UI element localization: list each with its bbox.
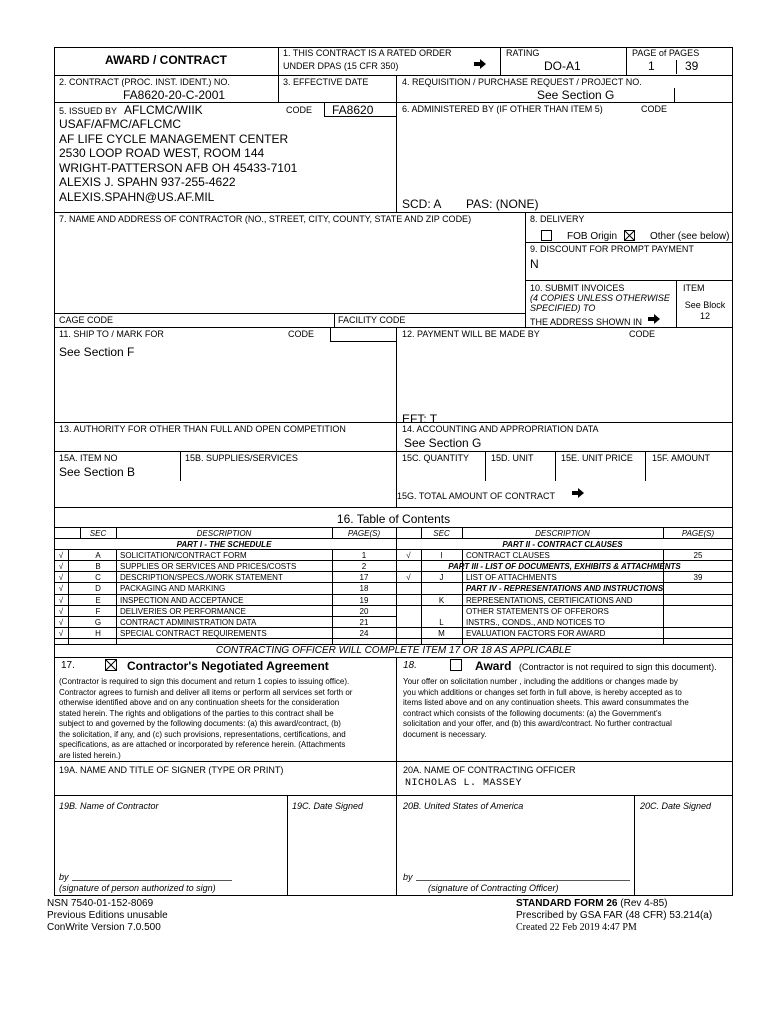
facility-code-label: FACILITY CODE xyxy=(338,315,406,325)
block18-line: solicitation and your offer, and (b) this award/contract. No further contractual xyxy=(403,719,672,728)
block17-line: (Contractor is required to sign this document and return 1 copies to issuing office). xyxy=(59,677,350,686)
contractor-signature-caption: (signature of person authorized to sign) xyxy=(59,883,216,893)
toc-desc: PACKAGING AND MARKING xyxy=(120,584,226,593)
other-delivery-label: Other (see below) xyxy=(650,231,730,242)
toc-sec: D xyxy=(95,584,101,593)
fob-origin-checkbox[interactable] xyxy=(541,230,552,241)
block17-text xyxy=(59,677,392,761)
other-delivery-checkbox[interactable] xyxy=(624,230,635,241)
toc-desc: DESCRIPTION/SPECS./WORK STATEMENT xyxy=(120,573,283,582)
supplies-label: 15B. SUPPLIES/SERVICES xyxy=(185,453,298,463)
toc-part-4: PART IV - REPRESENTATIONS AND INSTRUCTIONS xyxy=(465,584,664,593)
toc-desc: CONTRACT ADMINISTRATION DATA xyxy=(120,618,257,627)
block17-line: the solicitation, if any, and (c) such provisions, representations, certifications, and xyxy=(59,729,346,739)
contract-no-value: FA8620-20-C-2001 xyxy=(123,88,226,102)
contracting-officer-name: NICHOLAS L. MASSEY xyxy=(405,778,523,789)
accounting-label: 14. ACCOUNTING AND APPROPRIATION DATA xyxy=(402,424,599,434)
toc-sec-header: SEC xyxy=(433,529,450,538)
toc-page: 2 xyxy=(361,562,367,571)
submit-invoices-sub3: THE ADDRESS SHOWN IN xyxy=(530,317,643,327)
item-value: See Block xyxy=(684,300,726,310)
block18-line: you which additions or changes set forth in full above, is hereby accepted as to xyxy=(403,687,682,697)
toc-desc: REPRESENTATIONS, CERTIFICATIONS AND xyxy=(466,596,633,605)
toc-part-1: PART I - THE SCHEDULE xyxy=(176,540,272,549)
nsn: NSN 7540-01-152-8069 xyxy=(47,898,154,909)
block18-text xyxy=(403,677,729,740)
issued-by-code-label: CODE xyxy=(286,105,313,115)
ship-to-value: See Section F xyxy=(59,345,135,359)
toc-sec: J xyxy=(439,573,444,582)
co-date-signed-label: 20C. Date Signed xyxy=(640,801,712,811)
arrow-right-icon xyxy=(474,59,486,69)
payment-code-label: CODE xyxy=(629,329,656,339)
issued-by-value: AFLCMC/WIIK xyxy=(124,103,203,117)
contractor-address-label: 7. NAME AND ADDRESS OF CONTRACTOR (NO., STREET, CITY, COUNTY, STATE AND ZIP CODE) xyxy=(59,214,472,224)
co-signature-line[interactable] xyxy=(416,880,630,881)
rated-order-label-2: UNDER DPAS (15 CFR 350) xyxy=(283,61,399,71)
gsa-far: Prescribed by GSA FAR (48 CFR) 53.214(a) xyxy=(516,910,713,921)
block18-number: 18. xyxy=(403,660,417,671)
issuer-address-line: USAF/AFMC/AFLCMC xyxy=(59,117,182,131)
co-signature-caption: (signature of Contracting Officer) xyxy=(428,883,559,893)
requisition-value: See Section G xyxy=(537,88,615,102)
co-by-label: by xyxy=(403,872,413,882)
conwrite-version: ConWrite Version 7.0.500 xyxy=(47,922,161,933)
toc-check: √ xyxy=(58,584,64,593)
toc-check: √ xyxy=(58,551,64,560)
issuer-address-line: AF LIFE CYCLE MANAGEMENT CENTER xyxy=(59,131,289,146)
toc-title: 16. Table of Contents xyxy=(336,512,451,526)
issuer-address-line: ALEXIS.SPAHN@US.AF.MIL xyxy=(59,189,215,204)
page-label: PAGE of PAGES xyxy=(632,48,700,58)
submit-invoices-label: 10. SUBMIT INVOICES xyxy=(530,283,625,293)
eft-value: EFT: T xyxy=(402,412,438,426)
arrow-right-icon xyxy=(572,488,584,498)
toc-sec: I xyxy=(440,551,443,560)
toc-sec: G xyxy=(94,618,102,627)
toc-desc: CONTRACT CLAUSES xyxy=(466,551,550,560)
date-signed-label: 19C. Date Signed xyxy=(292,801,364,811)
issuer-address xyxy=(59,117,297,205)
administered-by-label: 6. ADMINISTERED BY (IF OTHER THAN ITEM 5) xyxy=(402,104,603,114)
toc-desc-header: DESCRIPTION xyxy=(535,529,590,538)
toc-page: 1 xyxy=(361,551,367,560)
toc-sec: E xyxy=(95,596,101,605)
toc-desc: EVALUATION FACTORS FOR AWARD xyxy=(466,629,606,638)
toc-check: √ xyxy=(406,573,411,582)
standard-form-name: STANDARD FORM 26 xyxy=(516,898,618,909)
issued-by-label: 5. ISSUED BY xyxy=(59,106,118,116)
block17-line: subject to and governed by the following documents: (a) this award/contract, (b) xyxy=(59,719,341,728)
block17-line: otherwise identified above and on any continuation sheets for the consideration xyxy=(59,698,340,707)
toc-check: √ xyxy=(58,607,64,616)
rated-order-label: 1. THIS CONTRACT IS A RATED ORDER xyxy=(283,48,452,58)
standard-form-rev: (Rev 4-85) xyxy=(617,898,668,909)
ship-to-label: 11. SHIP TO / MARK FOR xyxy=(59,329,164,339)
effective-date-label: 3. EFFECTIVE DATE xyxy=(283,77,369,87)
negotiated-agreement-checkbox[interactable] xyxy=(105,659,117,671)
form-title: AWARD / CONTRACT xyxy=(105,53,227,67)
toc-page: 24 xyxy=(359,629,369,638)
toc-sec: F xyxy=(95,607,101,616)
unit-price-label: 15E. UNIT PRICE xyxy=(561,453,633,463)
block17-line: are listed herein.) xyxy=(59,750,121,760)
toc-check: √ xyxy=(58,562,64,571)
contractor-name-label: 19B. Name of Contractor xyxy=(59,801,159,811)
toc-pages-header: PAGE(S) xyxy=(347,529,381,538)
issuer-address-line: WRIGHT-PATTERSON AFB OH 45433-7101 xyxy=(59,160,298,175)
issuer-address-line: 2530 LOOP ROAD WEST, ROOM 144 xyxy=(59,146,265,161)
signer-name-label: 19A. NAME AND TITLE OF SIGNER (TYPE OR PRINT) xyxy=(59,765,284,775)
toc-desc: SPECIAL CONTRACT REQUIREMENTS xyxy=(120,629,267,638)
item-value-block: 12 xyxy=(699,311,710,321)
toc-part-2: PART II - CONTRACT CLAUSES xyxy=(502,540,623,549)
usa-label: 20B. United States of America xyxy=(403,801,524,811)
authority-label: 13. AUTHORITY FOR OTHER THAN FULL AND OPEN COMPETITION xyxy=(59,424,346,434)
toc-desc: DELIVERIES OR PERFORMANCE xyxy=(120,607,246,616)
contractor-by-label: by xyxy=(59,872,69,882)
toc-desc: LIST OF ATTACHMENTS xyxy=(466,573,557,582)
toc-check: √ xyxy=(58,573,64,582)
block17-line: specifications, as are attached or incorporated by reference herein. (Attachments xyxy=(59,740,346,749)
block18-line: Your offer on solicitation number , including the additions or changes made by xyxy=(403,677,678,686)
toc-sec: L xyxy=(439,618,444,627)
toc-desc: INSTRS., CONDS., AND NOTICES TO xyxy=(466,618,605,627)
toc-page: 17 xyxy=(359,573,369,582)
discount-label: 9. DISCOUNT FOR PROMPT PAYMENT xyxy=(530,244,694,254)
toc-check: √ xyxy=(58,618,64,627)
scd-value: SCD: A xyxy=(402,197,442,211)
submit-invoices-sub1: (4 COPIES UNLESS OTHERWISE xyxy=(530,293,670,303)
block17-number: 17. xyxy=(61,660,75,671)
page-number: 1 xyxy=(648,59,655,73)
created-date: Created 22 Feb 2019 4:47 PM xyxy=(516,922,637,933)
arrow-right-icon xyxy=(648,314,660,324)
block18-line: items listed above and on any continuation sheets. This award consummates the xyxy=(403,698,689,707)
cage-code-label: CAGE CODE xyxy=(59,315,114,325)
requisition-label: 4. REQUISITION / PURCHASE REQUEST / PROJECT NO. xyxy=(402,77,642,87)
toc-desc: SUPPLIES OR SERVICES AND PRICES/COSTS xyxy=(120,562,297,571)
toc-desc-header: DESCRIPTION xyxy=(196,529,252,538)
toc-sec: C xyxy=(95,573,101,582)
checkbox-x-icon xyxy=(106,660,116,670)
toc-check: √ xyxy=(406,551,411,560)
ship-to-code-label: CODE xyxy=(288,329,315,339)
award-checkbox[interactable] xyxy=(450,659,462,671)
toc-sec-header: SEC xyxy=(89,529,107,538)
award-title: Award xyxy=(475,659,512,673)
toc-page: 18 xyxy=(359,584,369,593)
contract-no-label: 2. CONTRACT (PROC. INST. IDENT.) NO. xyxy=(59,77,230,87)
block18-line: document is necessary. xyxy=(403,729,487,739)
delivery-label: 8. DELIVERY xyxy=(530,214,585,224)
total-amount-label: 15G. TOTAL AMOUNT OF CONTRACT xyxy=(397,491,556,501)
toc-desc: SOLICITATION/CONTRACT FORM xyxy=(120,551,247,560)
issuer-address-line: ALEXIS J. SPAHN 937-255-4622 xyxy=(59,175,236,190)
toc-check: √ xyxy=(58,629,64,638)
toc-sec: K xyxy=(438,596,445,605)
submit-invoices-sub2: SPECIFIED) TO xyxy=(530,303,596,313)
item-label: ITEM xyxy=(683,283,705,293)
unit-label: 15D. UNIT xyxy=(491,453,534,463)
toc-page: 25 xyxy=(693,551,703,560)
item-no-value: See Section B xyxy=(59,465,136,479)
issued-by-code-value: FA8620 xyxy=(332,103,374,117)
discount-value: N xyxy=(530,257,539,271)
toc-page: 39 xyxy=(693,573,703,582)
toc-footer: CONTRACTING OFFICER WILL COMPLETE ITEM 17 OR 18 AS APPLICABLE xyxy=(215,645,572,656)
toc-sec: A xyxy=(95,551,101,560)
toc-check: √ xyxy=(58,596,64,605)
fob-origin-label: FOB Origin xyxy=(567,231,618,242)
toc-pages-header: PAGE(S) xyxy=(681,529,715,538)
pages-total: 39 xyxy=(685,59,699,73)
previous-editions: Previous Editions unusable xyxy=(47,910,168,921)
administered-by-code-label: CODE xyxy=(641,104,668,114)
toc-page: 19 xyxy=(359,596,369,605)
toc-part-3: PART III - LIST OF DOCUMENTS, EXHIBITS & ATTACHMENTS xyxy=(448,562,681,571)
quantity-label: 15C. QUANTITY xyxy=(402,453,470,463)
contractor-signature-line[interactable] xyxy=(72,880,232,881)
checkbox-x-icon xyxy=(625,231,634,240)
contracting-officer-label: 20A. NAME OF CONTRACTING OFFICER xyxy=(403,765,576,775)
toc-sec: M xyxy=(438,629,445,638)
award-subtitle: (Contractor is not required to sign this document). xyxy=(519,662,717,672)
toc-desc: OTHER STATEMENTS OF OFFERORS xyxy=(466,607,609,616)
amount-label: 15F. AMOUNT xyxy=(652,453,711,463)
item-no-label: 15A. ITEM NO xyxy=(59,453,118,463)
toc-desc: INSPECTION AND ACCEPTANCE xyxy=(120,596,244,605)
toc-page: 21 xyxy=(359,618,369,627)
toc-sec: H xyxy=(95,629,101,638)
standard-form xyxy=(516,898,668,909)
pas-value: PAS: (NONE) xyxy=(466,197,539,211)
rating-label: RATING xyxy=(506,48,540,58)
rating-value: DO-A1 xyxy=(544,59,581,73)
block17-line: stated herein. The rights and obligations of the parties to this contract shall be xyxy=(59,708,334,718)
negotiated-agreement-title: Contractor's Negotiated Agreement xyxy=(127,659,329,673)
block18-line: contract which consists of the following documents: (a) the Government's xyxy=(403,708,662,718)
toc-sec: B xyxy=(95,562,101,571)
block17-line: Contractor agrees to furnish and deliver all items or perform all services set forth or xyxy=(59,687,353,697)
toc-page: 20 xyxy=(359,607,369,616)
accounting-value: See Section G xyxy=(404,436,482,450)
payment-label: 12. PAYMENT WILL BE MADE BY xyxy=(402,329,540,339)
